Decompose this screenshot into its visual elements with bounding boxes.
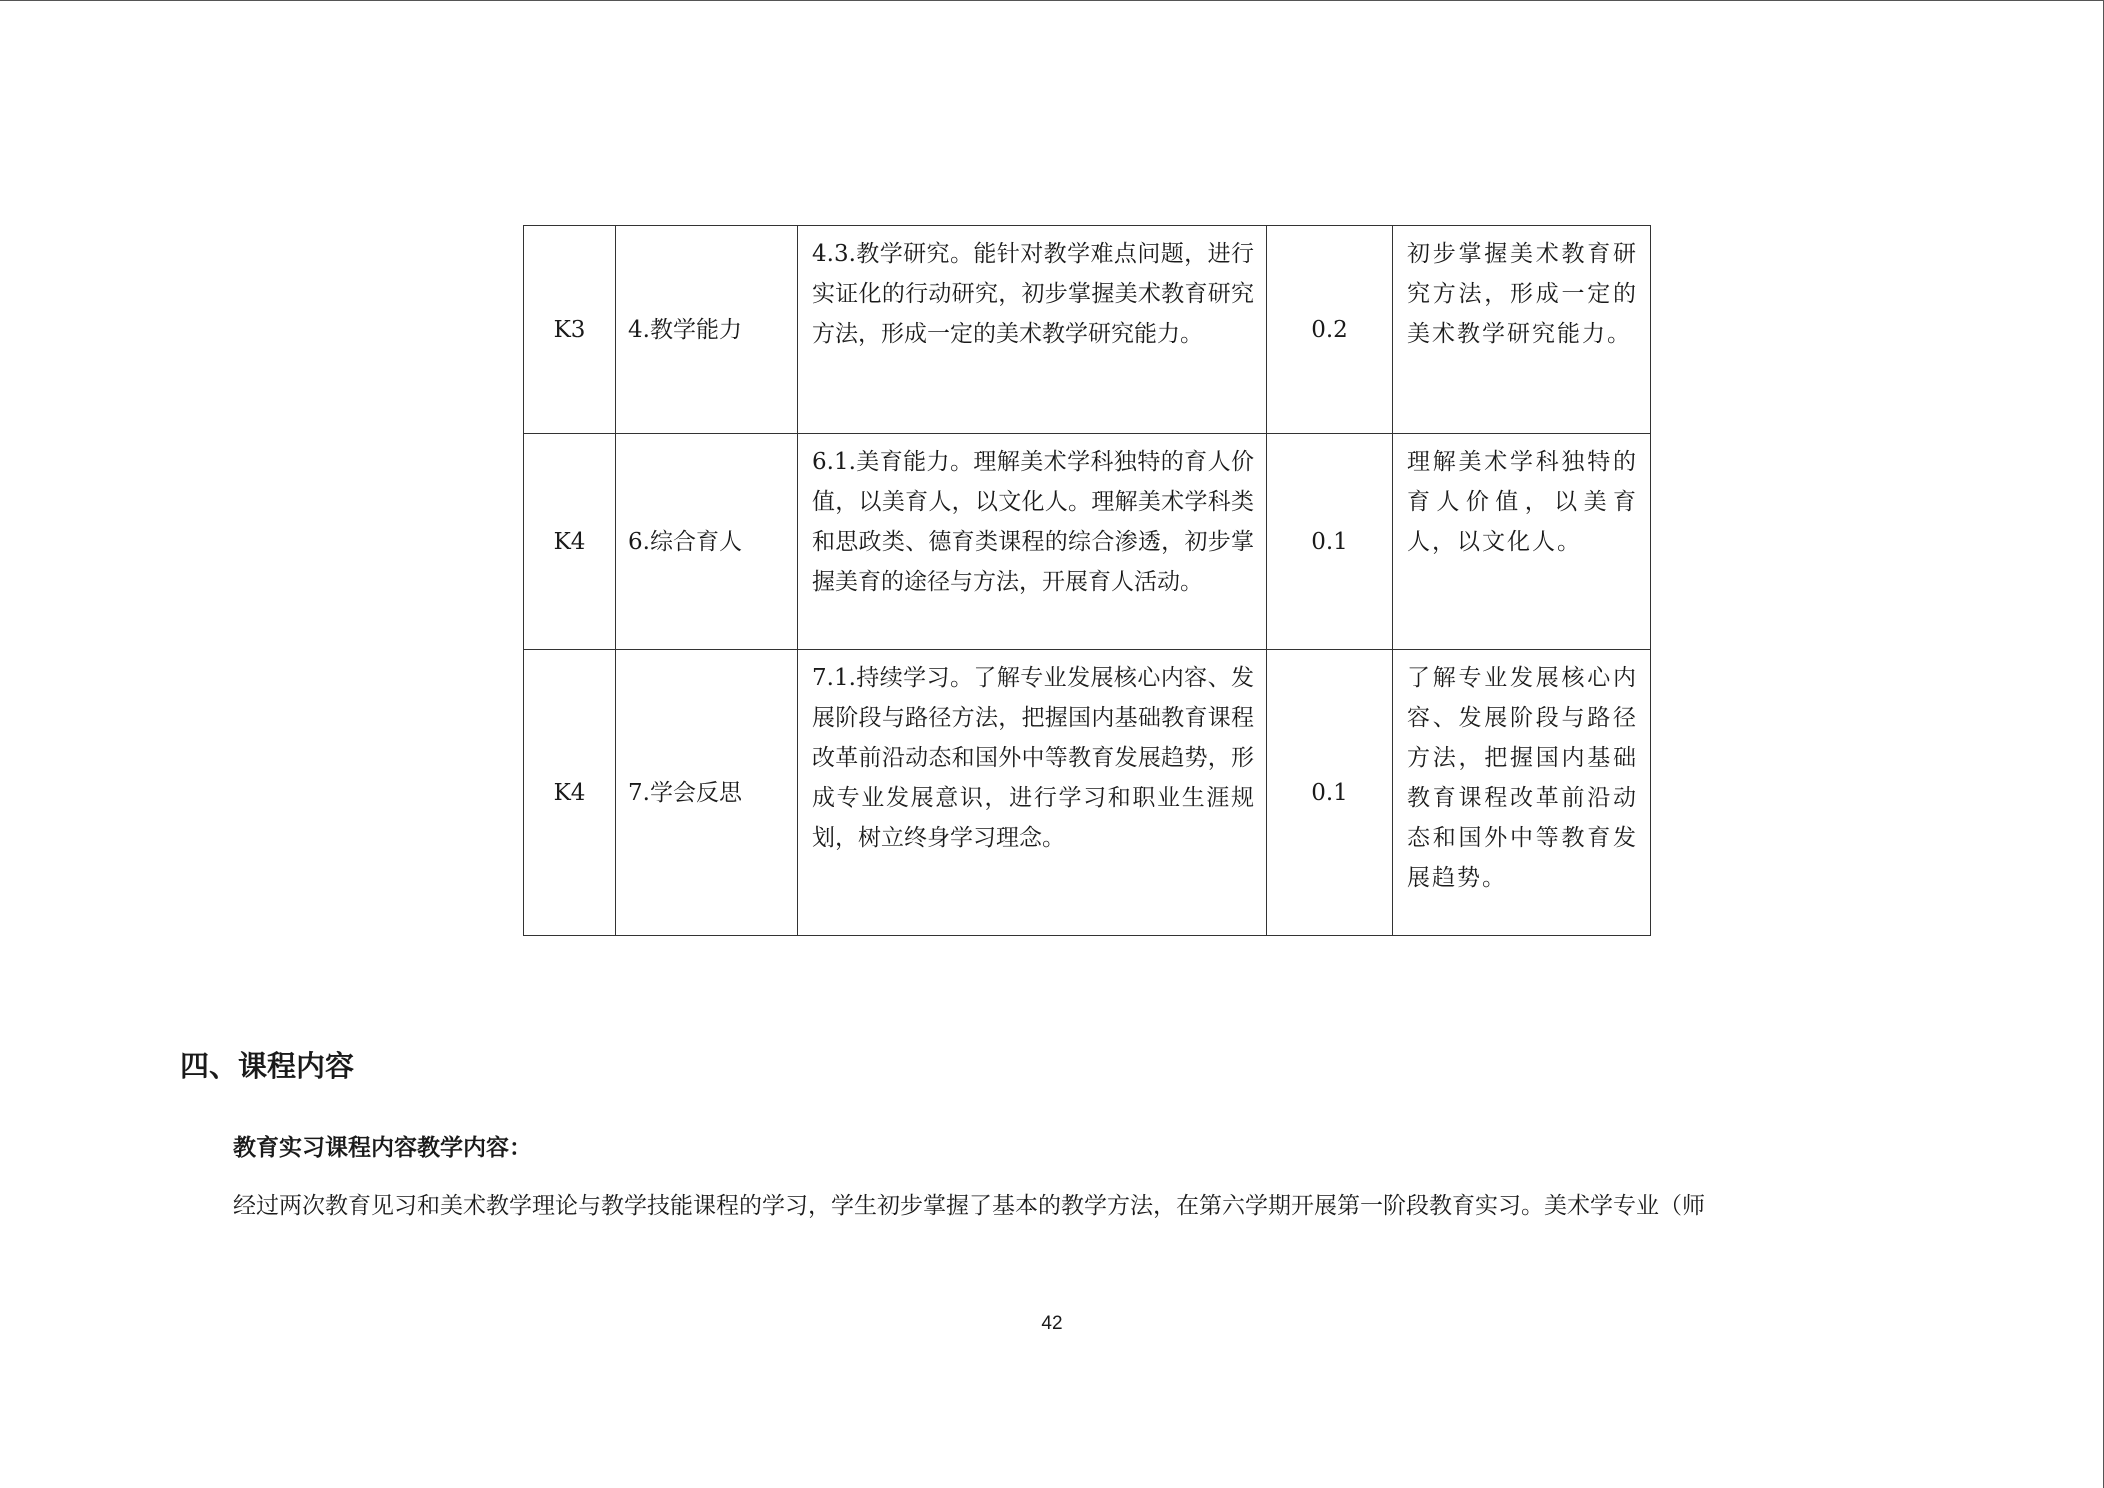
graduation-requirement: 4.教学能力 bbox=[616, 226, 798, 434]
weight-value: 0.2 bbox=[1267, 226, 1393, 434]
weight-value: 0.1 bbox=[1267, 650, 1393, 936]
body-paragraph: 经过两次教育见习和美术教学理论与教学技能课程的学习，学生初步掌握了基本的教学方法，在第六学期开展第一阶段教育实习。美术学专业（师 bbox=[233, 1193, 1705, 1219]
objective-code: K3 bbox=[524, 226, 616, 434]
indicator-point: 7.1.持续学习。了解专业发展核心内容、发展阶段与路径方法，把握国内基础教育课程改革前沿动态和国外中等教育发展趋势，形成专业发展意识，进行学习和职业生涯规划，树立终身学习理念。 bbox=[798, 650, 1267, 936]
section-subheading: 教育实习课程内容教学内容： bbox=[233, 1135, 532, 1161]
indicator-point: 4.3.教学研究。能针对教学难点问题，进行实证化的行动研究，初步掌握美术教育研究方法，形成一定的美术教学研究能力。 bbox=[798, 226, 1267, 434]
table-row bbox=[524, 226, 1651, 434]
weight-value: 0.1 bbox=[1267, 434, 1393, 650]
page-top-rule bbox=[0, 0, 2104, 1]
course-objective: 理解美术学科独特的育人价值，以美育人，以文化人。 bbox=[1393, 434, 1651, 650]
graduation-requirement: 7.学会反思 bbox=[616, 650, 798, 936]
indicator-point: 6.1.美育能力。理解美术学科独特的育人价值，以美育人，以文化人。理解美术学科类和思政类、德育类课程的综合渗透，初步掌握美育的途径与方法，开展育人活动。 bbox=[798, 434, 1267, 650]
table-row bbox=[524, 434, 1651, 650]
page-number: 42 bbox=[1041, 1313, 1063, 1334]
table-row bbox=[524, 650, 1651, 936]
objective-code: K4 bbox=[524, 650, 616, 936]
section-heading: 四、课程内容 bbox=[180, 1049, 355, 1083]
course-objective: 初步掌握美术教育研究方法，形成一定的美术教学研究能力。 bbox=[1393, 226, 1651, 434]
course-objective: 了解专业发展核心内容、发展阶段与路径方法，把握国内基础教育课程改革前沿动态和国外中等教育发展趋势。 bbox=[1393, 650, 1651, 936]
objectives-table bbox=[523, 225, 1651, 936]
objective-code: K4 bbox=[524, 434, 616, 650]
graduation-requirement: 6.综合育人 bbox=[616, 434, 798, 650]
